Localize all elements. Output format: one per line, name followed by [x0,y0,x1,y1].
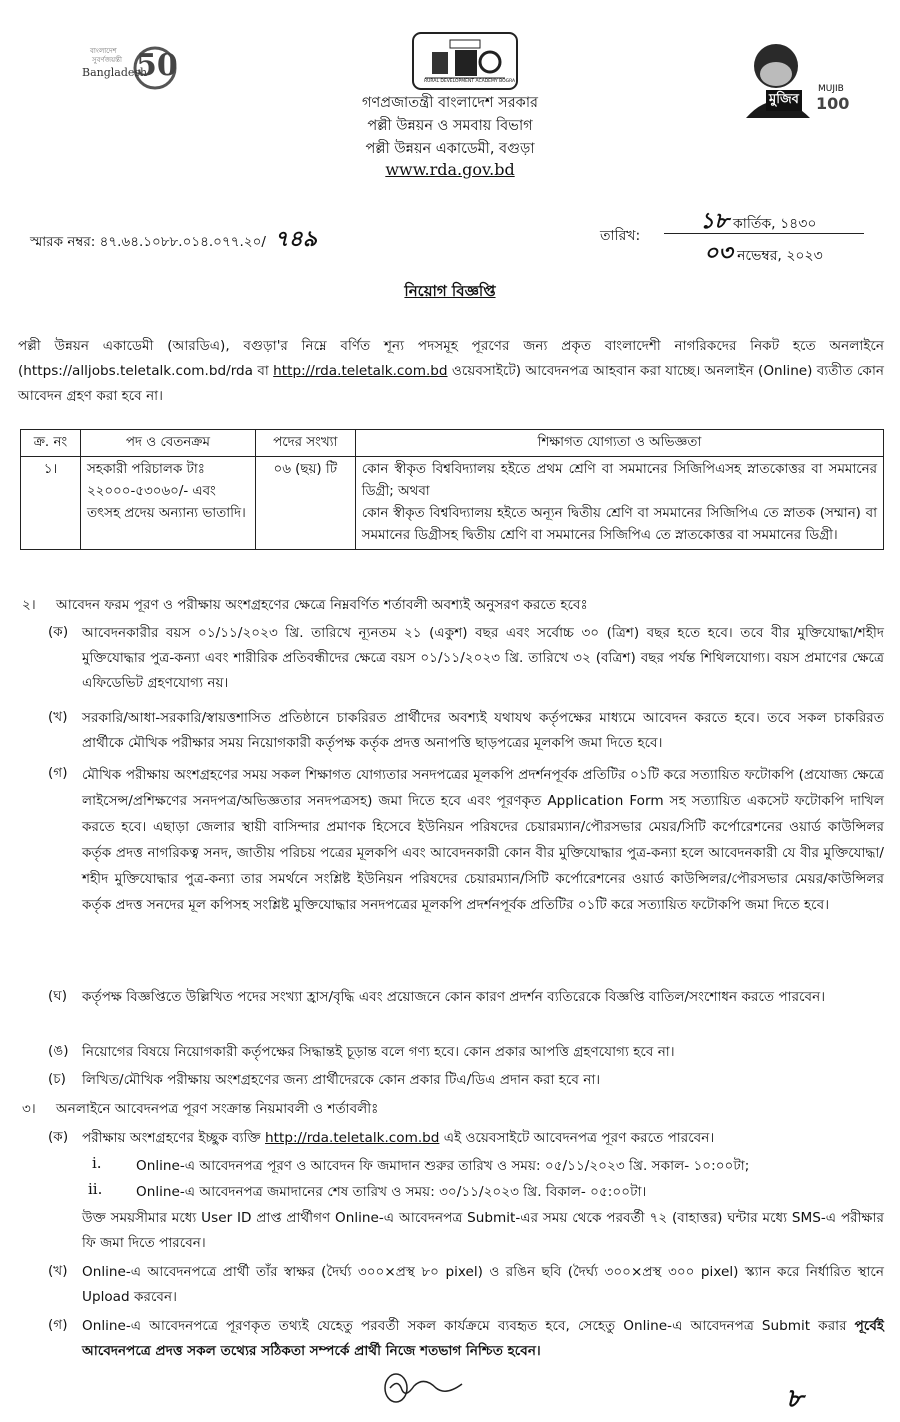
english-date-day: ০৩ [704,240,733,266]
bangladesh-text: Bangladesh [82,66,148,79]
page-title: নিয়োগ বিজ্ঞপ্তি [404,282,496,300]
page-mark: ৮ [786,1384,803,1414]
section-2-umo: নিয়োগের বিষয়ে নিয়োগকারী কর্তৃপক্ষের সিদ্ধান্তই চূড়ান্ত বলে গণ্য হবে। কোন প্রকার আপত্তি গ্রহণযোগ্য হবে না। [82,1044,675,1060]
section-2-ka-label: (ক) [48,624,69,640]
section-3-ga [82,1314,884,1364]
memo-handwritten-number: ৭৪৯ [274,226,318,252]
academy-name: পল্লী উন্নয়ন একাডেমী, বগুড়া [365,141,535,157]
intro-text-1: পল্লী উন্নয়ন একাডেমী (আরডিএ), বগুড়া'র নিম্নে বর্ণিত শূন্য পদসমূহ পূরণের জন্য প্রকৃত বাংলাদেশী নাগরিকদের নিকট হতে অনলাইনে (https://alljobs.teletalk.com.bd/rda বা [18,338,884,379]
bangla-date-rest: কার্তিক, ১৪৩০ [733,216,817,232]
memo-number [30,222,317,259]
section-2-number: ২। [22,597,36,613]
jobs-table [20,429,884,550]
header-qualification: শিক্ষাগত যোগ্যতা ও অভিজ্ঞতা [355,430,883,457]
cell-qualification [355,457,883,550]
section-2-kha: সরকারি/আধা-সরকারি/স্বায়ত্তশাসিত প্রতিষ্ঠানে চাকরিরত প্রার্থীদের অবশ্যই যথাযথ কর্তৃপক্ষের মাধ্যমে আবেদন করতে হবে। তবে সকল চাকরিরত প্রার্থীকে মৌখিক পরীক্ষার সময় নিয়োগকারী কর্তৃপক্ষ কর্তৃক প্রদত্ত অনাপত্তি ছাড়পত্রের মূলকপি জমা দিতে হবে। [82,710,884,751]
govt-name: গণপ্রজাতন্ত্রী বাংলাদেশ সরকার [361,95,538,111]
section-2-ga-label: (গ) [48,765,68,781]
section-3-ka-label: (ক) [48,1129,69,1145]
section-3-ka-text-1: পরীক্ষায় অংশগ্রহণের ইচ্ছুক ব্যক্তি [82,1130,266,1146]
section-3-ga-bold: পূর্বেই আবেদনপত্রে প্রদত্ত সকল তথ্যের সঠিকতা সম্পর্কে প্রার্থী নিজে শতভাগ নিশ্চিত হবেন। [82,1318,884,1359]
section-2-heading: আবেদন ফরম পূরণ ও পরীক্ষায় অংশগ্রহণের ক্ষেত্রে নিম্নবর্ণিত শর্তাবলী অবশ্যই অনুসরণ করতে হবেঃ [56,597,588,613]
intro-text-2: ওয়েবসাইটে) আবেদনপত্র আহবান করা যাচ্ছে। অনলাইন (Online) ব্যতীত কোন আবেদন গ্রহণ করা হবে না। [18,363,884,404]
section-3-heading: অনলাইনে আবেদনপত্র পূরণ সংক্রান্ত নিয়মাবলী ও শর্তাবলীঃ [56,1101,379,1117]
emblem-caption: RURAL DEVELOPMENT ACADEMY BOGRA [424,79,516,84]
section-3-number: ৩। [22,1101,36,1117]
section-2-ka: আবেদনকারীর বয়স ০১/১১/২০২৩ খ্রি. তারিখে ন্যূনতম ২১ (একুশ) বছর এবং সর্বোচ্চ ৩০ (ত্রিশ) বছর হতে হবে। তবে বীর মুক্তিযোদ্ধা/শহীদ মুক্তিযোদ্ধার পুত্র-কন্যা এবং শারীরিক প্রতিবন্ধীদের ক্ষেত্রে বয়স ০১/১১/২০২৩ খ্রি. তারিখে ৩২ (বত্রিশ) বছর পর্যন্ত শিথিলযোগ্য। বয়স প্রমাণের ক্ষেত্রে এফিডেভিট গ্রহণযোগ্য নয়। [82,625,884,691]
header-post: পদ ও বেতনক্রম [80,430,255,457]
header-count: পদের সংখ্যা [255,430,355,457]
section-2-ga: মৌখিক পরীক্ষায় অংশগ্রহণের সময় সকল শিক্ষাগত যোগ্যতার সনদপত্রের মূলকপি প্রদর্শনপূর্বক প্রতিটির ০১টি করে সত্যায়িত ফটোকপি (প্রযোজ্য ক্ষেত্রে লাইসেন্স/প্রশিক্ষণের সনদপত্র/অভিজ্ঞতার সনদপত্রসহ) জমা দিতে হবে এবং পূরণকৃত Application Form সহ সত্যায়িত একসেট ফটোকপি দাখিল করতে হবে। এছাড়া জেলার স্থায়ী বাসিন্দার প্রমাণক হিসেবে ইউনিয়ন পরিষদের চেয়ারম্যান/পৌরসভার মেয়র/সিটি কর্পোরেশনের ওয়ার্ড কাউন্সিলর কর্তৃক প্রদত্ত নাগরিকত্ব সনদ, জাতীয় পরিচয় পত্রের মূলকপি এবং আবেদনকারী কোন বীর মুক্তিযোদ্ধার পুত্র-কন্যা হলে আবেদনকারী যে বীর মুক্তিযোদ্ধা/শহীদ মুক্তিযোদ্ধার পুত্র-কন্যা তার সমর্থনে সংশ্লিষ্ট ইউনিয়ন পরিষদের চেয়ারম্যান/সিটি কর্পোরেশনের ওয়ার্ড কাউন্সিলর/পৌরসভার মেয়র/কাউন্সিলর কর্তৃক প্রদত্ত সনদের মূল কপিসহ সংশ্লিষ্ট মুক্তিযোদ্ধার সনদপত্রের মূলকপি প্রদর্শনপূর্বক প্রতিটির ০১টি করে সত্যায়িত ফটোকপি জমা দিতে হবে। [82,767,884,913]
english-date-rest: নভেম্বর, ২০২৩ [737,248,823,264]
signature [380,1368,470,1408]
rda-emblem-logo [410,30,520,92]
section-3-ii: Online-এ আবেদনপত্র জমাদানের শেষ তারিখ ও সময়: ৩০/১১/২০২৩ খ্রি. বিকাল- ০৫:০০টা। [136,1184,647,1200]
section-3-ga-label: (গ) [48,1317,68,1333]
intro-paragraph [18,334,884,409]
mujib-english-text: MUJIB [818,84,844,94]
table-row [21,457,884,550]
section-3-ga-text: Online-এ আবেদনপত্রে পূরণকৃত তথ্যই যেহেতু পরবর্তী সকল কার্যক্রমে ব্যবহৃত হবে, সেহেতু Online-এ আবেদনপত্র Submit করার [82,1318,855,1334]
website-link[interactable]: www.rda.gov.bd [385,160,515,179]
section-3-ka [82,1126,884,1151]
cell-post: সহকারী পরিচালক টাঃ ২২০০০-৫৩০৬০/- এবং তৎসহ প্রদেয় অন্যান্য ভাতাদি। [80,457,255,550]
division-name: পল্লী উন্নয়ন ও সমবায় বিভাগ [367,118,533,134]
qualification-option-2: কোন স্বীকৃত বিশ্ববিদ্যালয় হইতে অন্যূন দ্বিতীয় শ্রেণি বা সমমানের সিজিপিএ তে স্নাতক (সম্মান) বা সমমানের ডিগ্রীসহ দ্বিতীয় শ্রেণি বা সমমানের সিজিপিএ তে স্নাতকোত্তর বা সমমানের ডিগ্রী। [361,506,877,543]
bangladesh-50-logo [70,38,180,96]
section-3-kha-label: (খ) [48,1263,68,1279]
memo-label: স্মারক নম্বর: ৪৭.৬৪.১০৮৮.০১৪.০৭৭.২০/ [30,234,266,250]
date-divider [664,233,864,234]
section-3-i-label: i. [92,1154,102,1172]
svg-text:সুবর্ণজয়ন্তী: সুবর্ণজয়ন্তী [92,56,122,64]
section-2-kha-label: (খ) [48,709,68,725]
svg-text:বাংলাদেশ: বাংলাদেশ [90,47,117,55]
bangla-date-day: ১৮ [700,208,729,234]
section-2-gha: কর্তৃপক্ষ বিজ্ঞপ্তিতে উল্লিখিত পদের সংখ্যা হ্রাস/বৃদ্ধি এবং প্রয়োজনে কোন কারণ প্রদর্শন ব্যতিরেকে বিজ্ঞপ্তি বাতিল/সংশোধন করতে পারবেন। [82,989,826,1005]
hundred-number: 100 [816,94,850,113]
fifty-number: 50 [136,48,178,83]
section-3-ka-text-2: এই ওয়েবসাইটে আবেদনপত্র পূরণ করতে পারবেন। [439,1130,715,1146]
section-2-cha: লিখিত/মৌখিক পরীক্ষায় অংশগ্রহণের জন্য প্রার্থীদেরকে কোন প্রকার টিএ/ডিএ প্রদান করা হবে না। [82,1072,601,1088]
section-3-i: Online-এ আবেদনপত্র পূরণ ও আবেদন ফি জমাদান শুরুর তারিখ ও সময়: ০৫/১১/২০২৩ খ্রি. সকাল- ১০:০০টা; [136,1158,750,1174]
qualification-option-1: কোন স্বীকৃত বিশ্ববিদ্যালয় হইতে প্রথম শ্রেণি বা সমমানের সিজিপিএসহ স্নাতকোত্তর বা সমমানের ডিগ্রী; অথবা [361,462,877,499]
table-header-row [21,430,884,457]
intro-link[interactable]: http://rda.teletalk.com.bd [273,363,448,379]
cell-count: ০৬ (ছয়) টি [255,457,355,550]
section-2-umo-label: (ঙ) [48,1043,69,1059]
mujib-bangla-text: মুজিব [766,90,802,111]
section-3-ii-label: ii. [88,1180,103,1198]
section-2-cha-label: (চ) [48,1071,66,1087]
section-3-ka-link[interactable]: http://rda.teletalk.com.bd [265,1130,440,1146]
section-3-kha: Online-এ আবেদনপত্রে প্রার্থী তাঁর স্বাক্ষর (দৈর্ঘ্য ৩০০×প্রস্থ ৮০ pixel) ও রঙিন ছবি (দৈর্ঘ্য ৩০০×প্রস্থ ৩০০ pixel) স্ক্যান করে নির্ধারিত স্থানে Upload করবেন। [82,1264,885,1305]
cell-serial: ১। [21,457,81,550]
header-serial: ক্র. নং [21,430,81,457]
section-2-gha-label: (ঘ) [48,988,68,1004]
date-label: তারিখ: [600,228,641,244]
section-3-ka-after: উক্ত সময়সীমার মধ্যে User ID প্রাপ্ত প্রার্থীগণ Online-এ আবেদনপত্র Submit-এর সময় থেকে পরবর্তী ৭২ (বাহাত্তর) ঘন্টার মধ্যে SMS-এ পরীক্ষার ফি জমা দিতে পারবেন। [82,1210,884,1251]
